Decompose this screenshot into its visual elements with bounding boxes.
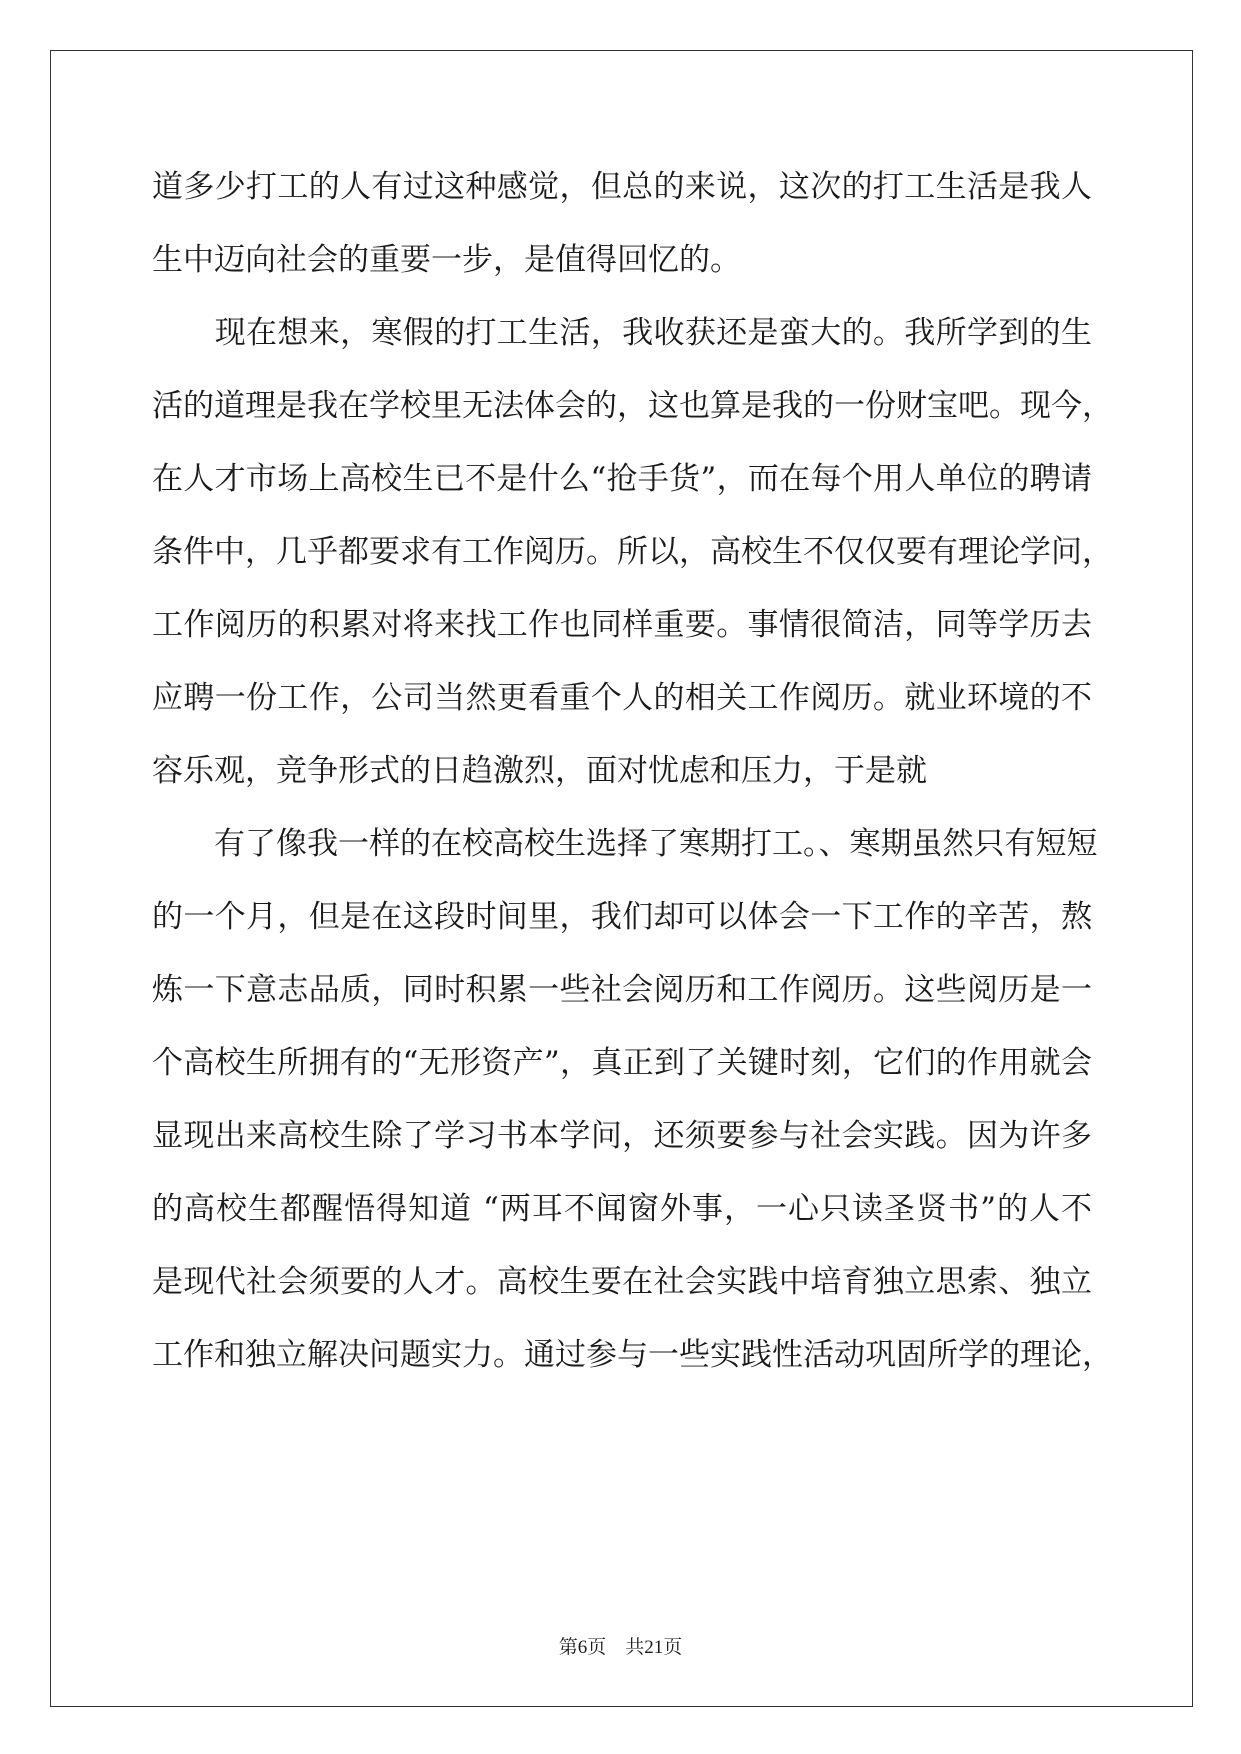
- text-line-7: 工作阅历的积累对将来找工作也同样重要。事情很简洁，同等学历去: [152, 607, 1092, 643]
- text-line-6: 条件中，几乎都要求有工作阅历。所以，高校生不仅仅要有理论学问，: [152, 534, 1113, 570]
- text-line-9: 容乐观，竞争形式的日趋激烈，面对忧虑和压力，于是就: [152, 753, 927, 789]
- text-line-2: 生中迈向社会的重要一步，是值得回忆的。: [152, 242, 741, 278]
- page-border: [50, 50, 1193, 1707]
- text-line-10: 有了像我一样的在校高校生选择了寒期打工。、寒期虽然只有短短: [152, 826, 1098, 862]
- text-line-13: 个高校生所拥有的“无形资产”，真正到了关键时刻，它们的作用就会: [152, 1045, 1092, 1081]
- text-line-8: 应聘一份工作，公司当然更看重个人的相关工作阅历。就业环境的不: [152, 680, 1092, 716]
- text-line-1: 道多少打工的人有过这种感觉，但总的来说，这次的打工生活是我人: [152, 169, 1092, 205]
- footer-page-number: 6: [577, 1637, 588, 1658]
- footer-page-prefix: 第: [558, 1636, 578, 1658]
- footer-total-pages: 21: [644, 1637, 664, 1658]
- text-line-5: 在人才市场上高校生已不是什么“抢手货”，而在每个用人单位的聘请: [152, 461, 1092, 497]
- text-line-4: 活的道理是我在学校里无法体会的，这也算是我的一份财宝吧。现今，: [152, 388, 1113, 424]
- page-footer: [0, 1632, 1241, 1659]
- text-line-14: 显现出来高校生除了学习书本学问，还须要参与社会实践。因为许多: [152, 1118, 1092, 1154]
- text-line-17: 工作和独立解决问题实力。通过参与一些实践性活动巩固所学的理论，: [152, 1337, 1113, 1373]
- text-line-16: 是现代社会须要的人才。高校生要在社会实践中培育独立思索、独立: [152, 1264, 1092, 1300]
- text-line-15: 的高校生都醒悟得知道 “两耳不闻窗外事，一心只读圣贤书”的人不: [152, 1191, 1092, 1227]
- footer-page-suffix: 页: [663, 1636, 683, 1658]
- text-line-12: 炼一下意志品质，同时积累一些社会阅历和工作阅历。这些阅历是一: [152, 972, 1092, 1008]
- text-line-3: 现在想来，寒假的打工生活，我收获还是蛮大的。我所学到的生: [152, 315, 1092, 351]
- footer-page-mid: 页 共: [587, 1636, 645, 1658]
- text-line-11: 的一个月，但是在这段时间里，我们却可以体会一下工作的辛苦，熬: [152, 899, 1092, 935]
